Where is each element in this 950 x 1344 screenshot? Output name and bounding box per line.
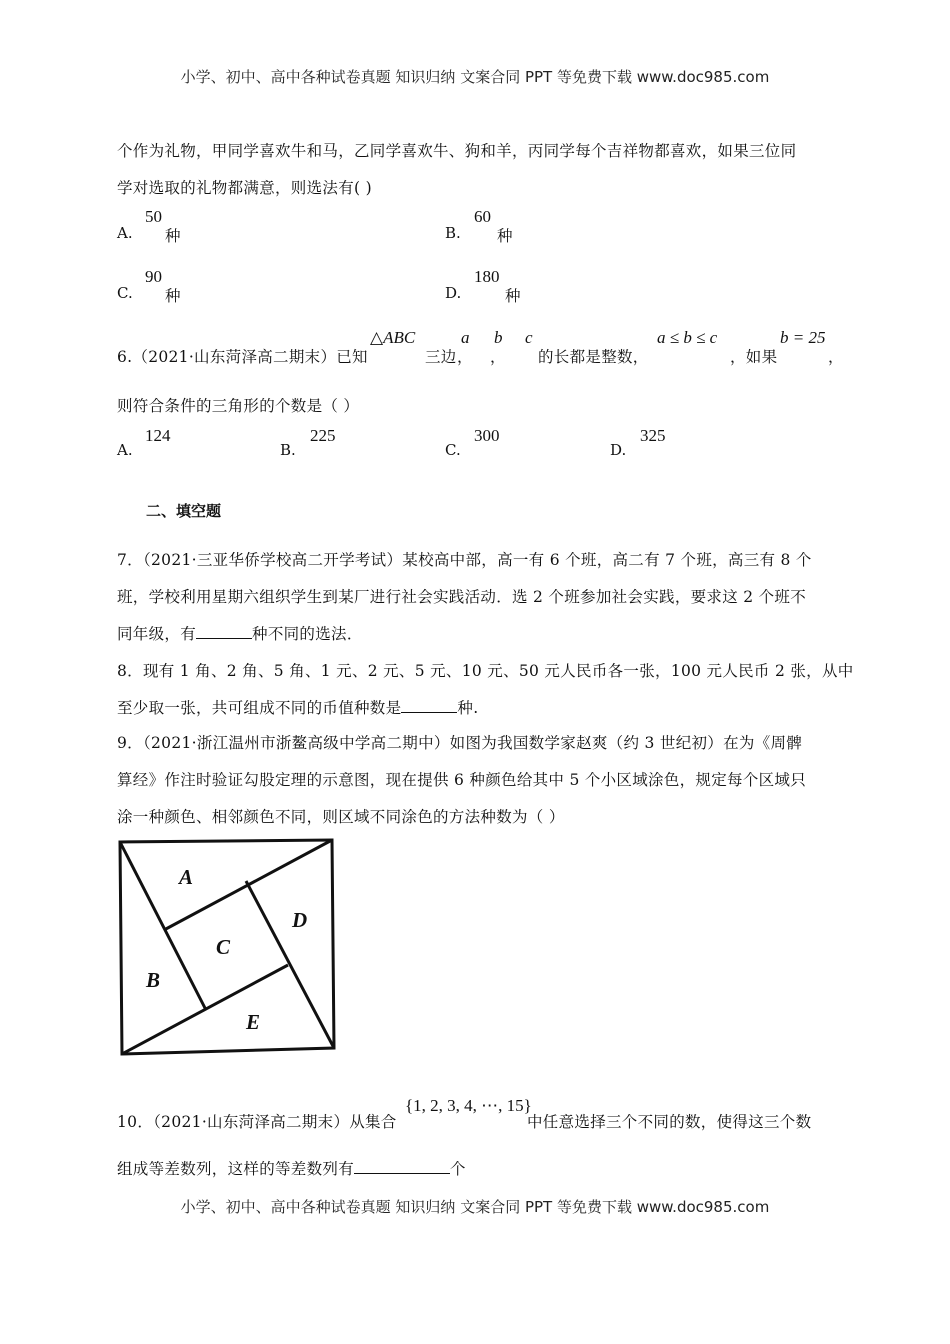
q7-line3-end: 种不同的选法． [252,625,363,643]
region-label-a: A [179,865,194,889]
diagonal-line-left [120,842,206,1010]
q7-line2: 班，学校利用星期六组织学生到某厂进行社会实践活动．选 2 个班参加社会实践，要求这 2 个班不 [117,588,807,606]
q5-option-d-value: 180 [474,267,500,286]
q6-comma1: ， [457,348,473,366]
q7-line3 [117,622,363,644]
q9-line3: 涂一种颜色、相邻颜色不同，则区域不同涂色的方法种数为（ ） [117,808,565,826]
q6-prefix: 6.（2021·山东菏泽高二期末）已知 [117,348,368,366]
q5-option-b-unit: 种 [497,227,513,245]
q6-option-d-value: 325 [640,426,666,445]
q5-option-c-unit: 种 [165,287,181,305]
q6-option-b-letter[interactable]: B. [280,441,296,459]
q8-line1: 8．现有 1 角、2 角、5 角、1 元、2 元、5 元、10 元、50 元人民币各一张，100 元人民币 2 张，从中 [117,662,854,680]
q6-if: ，如果 [730,348,778,366]
region-label-e: E [246,1010,261,1034]
q6-comma2: ， [490,348,506,366]
q6-option-d-letter[interactable]: D. [610,441,627,459]
q6-line2: 则符合条件的三角形的个数是（ ） [117,397,360,415]
q5-option-a-unit: 种 [165,227,181,245]
q10-suffix: 中任意选择三个不同的数，使得这三个数 [527,1113,812,1131]
q10-line2-start: 组成等差数列，这样的等差数列有 [117,1160,355,1178]
q5-option-c-letter[interactable]: C. [117,284,133,302]
q5-option-b-letter[interactable]: B. [445,224,461,242]
q8-line2-end: 种. [457,699,479,717]
q10-line2 [117,1157,466,1179]
q6-option-c-letter[interactable]: C. [445,441,461,459]
q6-b-equals: b = 25 [780,328,826,347]
page-header: 小学、初中、高中各种试卷真题 知识归纳 文案合同 PPT 等免费下载 www.doc985.com [180,68,770,86]
q9-line1: 9．（2021·浙江温州市浙鳌高级中学高二期中）如图为我国数学家赵爽（约 3 世纪初）在为《周髀 [117,734,803,752]
zhao-shuang-diagram [112,834,338,1060]
q5-option-c-value: 90 [145,267,162,286]
q5-option-d-unit: 种 [505,287,521,305]
q7-line1: 7．（2021·三亚华侨学校高二开学考试）某校高中部，高一有 6 个班，高二有 7 个班，高三有 8 个 [117,551,812,569]
section-title: 二、填空题 [146,502,222,520]
q10-set: {1, 2, 3, 4, ⋯, 15} [405,1096,532,1115]
q5-option-d-letter[interactable]: D. [445,284,462,302]
q6-option-a-letter[interactable]: A. [117,441,133,459]
q5-option-b-value: 60 [474,207,491,226]
q9-line2: 算经》作注时验证勾股定理的示意图，现在提供 6 种颜色给其中 5 个小区域涂色，规定每个区域只 [117,771,807,789]
q6-option-b-value: 225 [310,426,336,445]
q6-option-c-value: 300 [474,426,500,445]
q6-end: ， [828,348,844,366]
region-label-c: C [216,935,231,959]
q5-line2: 学对选取的礼物都满意，则选法有( ) [117,179,372,197]
q7-line3-start: 同年级，有 [117,625,197,643]
q5-line1: 个作为礼物，甲同学喜欢牛和马，乙同学喜欢牛、狗和羊，丙同学每个吉祥物都喜欢，如果三位同 [117,142,797,160]
q7-answer-blank[interactable] [196,624,252,639]
q6-side-c: c [525,328,533,347]
q8-answer-blank[interactable] [401,698,457,713]
region-label-b: B [146,968,161,992]
q8-line2 [117,696,478,718]
q10-line2-end: 个 [450,1160,466,1178]
q6-option-a-value: 124 [145,426,171,445]
region-label-d: D [292,908,308,932]
q6-triangle: △ABC [370,328,416,347]
q6-integers: 的长都是整数， [538,348,649,366]
q10-prefix: 10．（2021·山东菏泽高二期末）从集合 [117,1113,397,1131]
q6-inequality: a ≤ b ≤ c [657,328,718,347]
q5-option-a-letter[interactable]: A. [117,224,133,242]
q6-sides-label: 三边 [425,348,457,366]
q10-answer-blank[interactable] [354,1159,450,1174]
q6-side-a: a [461,328,470,347]
q5-option-a-value: 50 [145,207,162,226]
page-footer: 小学、初中、高中各种试卷真题 知识归纳 文案合同 PPT 等免费下载 www.doc985.com [180,1198,770,1216]
q6-side-b: b [494,328,503,347]
q8-line2-start: 至少取一张，共可组成不同的币值种数是 [117,699,402,717]
